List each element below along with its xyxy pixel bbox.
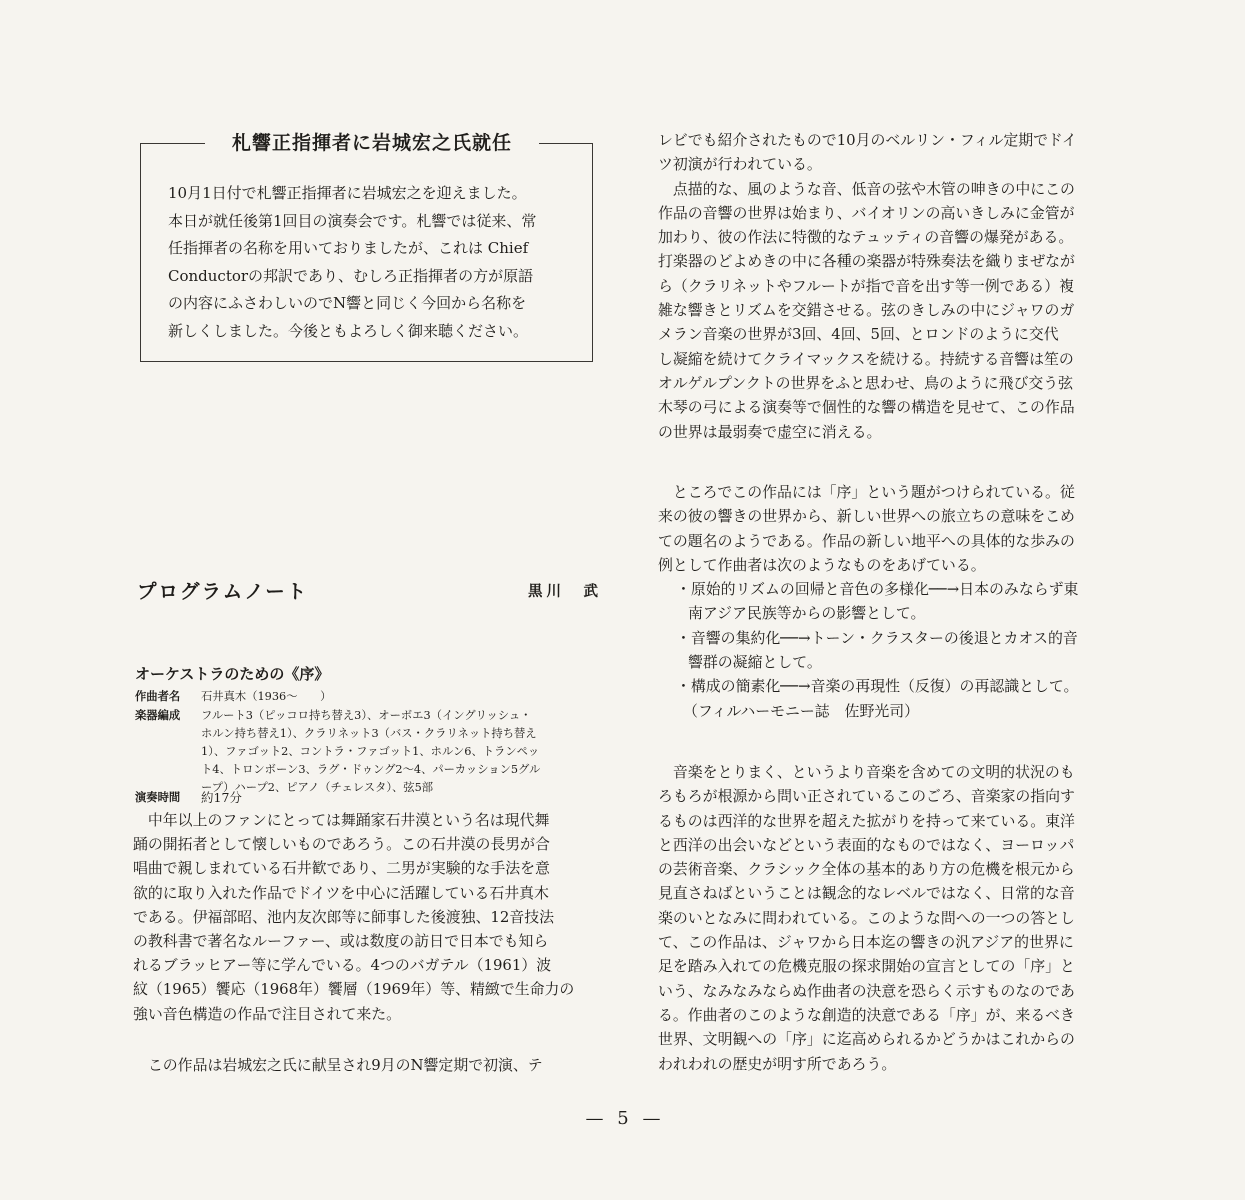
body-line: て、この作品は、ジャワから日本迄の響きの汎アジア的世界に xyxy=(658,933,1074,952)
meta-instr-line: 1）、ファゴット2、コントラ・ファゴット1、ホルン6、トランペッ xyxy=(201,745,540,758)
body-line: し凝縮を続けてクライマックスを続ける。持続する音響は笙の xyxy=(658,349,1074,368)
meta-instr-value xyxy=(201,707,601,797)
bullet-line: 南アジア民族等からの影響として。 xyxy=(688,604,926,623)
right-paragraph-2 xyxy=(658,480,1123,723)
body-line: レビでも紹介されたもので10月のベルリン・フィル定期でドイ xyxy=(658,131,1077,149)
body-line: 足を踏み入れての危機克服の探求開始の宣言としての「序」と xyxy=(658,957,1075,976)
body-line: ろもろが根源から問い正されているこのごろ、音楽家の指向す xyxy=(658,787,1075,806)
body-line: である。伊福部昭、池内友次郎等に師事した後渡独、12音技法 xyxy=(133,907,554,926)
body-line: 例として作曲者は次のようなものをあげている。 xyxy=(658,555,986,574)
meta-instr-line: フルート3（ピッコロ持ち替え3）、オーボエ3（イングリッシュ・ xyxy=(201,709,532,722)
body-line: 踊の開拓者として懐しいものであろう。この石井漠の長男が合 xyxy=(133,835,550,854)
left-tail xyxy=(133,1053,603,1077)
body-line: る。作曲者のこのような創造的決意である「序」が、来るべき xyxy=(658,1005,1075,1024)
body-line: ところでこの作品には「序」という題がつけられている。従 xyxy=(658,483,1075,501)
body-line: 楽のいとなみに問われている。このような問への一つの答とし xyxy=(658,908,1075,927)
body-line: 木琴の弓による演奏等で個性的な響の構造を見せて、この作品 xyxy=(658,398,1075,417)
body-line: ての題名のようである。作品の新しい地平への具体的な歩みの xyxy=(658,531,1075,550)
body-line: メラン音楽の世界が3回、4回、5回、とロンドのように交代 xyxy=(658,325,1059,344)
body-line: ツ初演が行われている。 xyxy=(658,155,822,174)
body-line: この作品は岩城宏之氏に献呈され9月のN響定期で初演、テ xyxy=(133,1056,543,1074)
meta-instr-line: ト4、トロンボーン3、ラグ・ドゥング2～4、パーカッション5グル xyxy=(201,763,541,776)
page-number: — 5 — xyxy=(585,1108,665,1129)
body-line: と西洋の出会いなどという表面的なものではなく、ヨーロッパ xyxy=(658,835,1075,854)
body-line: れるブラッヒアー等に学んでいる。4つのバガテル（1961）波 xyxy=(133,956,552,975)
body-line: の芸術音楽、クラシック全体の基本的あり方の危機を根元から xyxy=(658,860,1075,879)
program-note-author: 黒川 武 xyxy=(528,584,602,600)
program-note-heading: プログラムノート xyxy=(137,580,309,603)
body-line: 作品の音響の世界は始まり、バイオリンの高いきしみに金管が xyxy=(658,203,1075,222)
body-line: 強い音色構造の作品で注目されて来た。 xyxy=(133,1004,402,1023)
body-line: 打楽器のどよめきの中に各種の楽器が特殊奏法を織りまぜなが xyxy=(658,252,1075,271)
body-line: われわれの歴史が明す所であろう。 xyxy=(658,1054,897,1073)
body-line: 唱曲で親しまれている石井歓であり、二男が実験的な手法を意 xyxy=(133,859,550,878)
body-line: の世界は最弱奏で虚空に消える。 xyxy=(658,422,882,441)
meta-instr-line: ホルン持ち替え1）、クラリネット3（バス・クラリネット持ち替え xyxy=(201,727,537,740)
bullet-line: ・原始的リズムの回帰と音色の多様化──→日本のみならず東 xyxy=(676,580,1079,599)
notice-line: 任指揮者の名称を用いておりましたが、これは Chief xyxy=(168,239,529,257)
body-line: ら（クラリネットやフルートが指で音を出す等一例である）複 xyxy=(658,276,1075,295)
notice-line: の内容にふさわしいのでN響と同じく今回から名称を xyxy=(168,294,527,312)
bullet-line: ・構成の簡素化──→音楽の再現性（反復）の再認識として。 xyxy=(676,677,1079,696)
meta-composer-value: 石井真木（1936～ ） xyxy=(201,690,332,703)
notice-line: 新しくしました。今後ともよろしく御来聴ください。 xyxy=(168,321,529,340)
body-line: 紋（1965）饗応（1968年）饗層（1969年）等、精緻で生命力の xyxy=(133,980,575,999)
body-line: 来の彼の響きの世界から、新しい世界への旅立ちの意味をこめ xyxy=(658,507,1075,526)
body-line: いう、なみなみならぬ作曲者の決意を恐らく示すものなのであ xyxy=(658,981,1075,1000)
meta-duration-key: 演奏時間 xyxy=(135,791,181,804)
meta-composer-key: 作曲者名 xyxy=(135,690,181,703)
body-line: 雑な響きとリズムを交錯させる。弦のきしみの中にジャワのガ xyxy=(658,301,1075,320)
meta-instr-key: 楽器編成 xyxy=(135,709,181,722)
notice-line: 10月1日付で札響正指揮者に岩城宏之を迎えました。 xyxy=(168,184,527,202)
body-line: オルゲルプンクトの世界をふと思わせ、鳥のように飛び交う弦 xyxy=(658,373,1074,392)
right-paragraph-3 xyxy=(658,760,1123,1076)
bullet-line: 響群の凝縮として。 xyxy=(688,653,822,672)
notice-line: 本日が就任後第1回目の演奏会です。札響では従来、常 xyxy=(168,211,537,230)
body-line: 世界、文明観への「序」に迄高められるかどうかはこれからの xyxy=(658,1030,1075,1049)
body-line: 見直さねばということは観念的なレベルではなく、日常的な音 xyxy=(658,884,1075,903)
work-title: オーケストラのための《序》 xyxy=(135,665,330,683)
body-line: 点描的な、風のような音、低音の弦や木管の呻きの中にこの xyxy=(658,179,1075,198)
left-body xyxy=(133,808,603,1026)
body-line: の教科書で著名なルーファー、或は数度の訪日で日本でも知ら xyxy=(133,932,549,951)
right-paragraph-1 xyxy=(658,128,1123,444)
citation: （フィルハーモニー誌 佐野光司） xyxy=(683,701,920,720)
notice-body xyxy=(168,180,573,345)
body-line: 欲的に取り入れた作品でドイツを中心に活躍している石井真木 xyxy=(133,883,549,902)
notice-line: Conductorの邦訳であり、むしろ正指揮者の方が原語 xyxy=(168,266,534,285)
body-line: 中年以上のファンにとっては舞踊家石井漠という名は現代舞 xyxy=(133,811,550,829)
body-line: 音楽をとりまく、というより音楽を含めての文明的状況のも xyxy=(658,763,1075,781)
meta-instr-line: ープ）ハープ2、ピアノ（チェレスタ）、弦5部 xyxy=(201,781,434,794)
meta-duration-value: 約17分 xyxy=(201,790,242,805)
body-line: るものは西洋的な世界を超えた拡がりを持って来ている。東洋 xyxy=(658,811,1075,830)
notice-title: 札響正指揮者に岩城宏之氏就任 xyxy=(205,128,539,155)
body-line: 加わり、彼の作法に特徴的なテュッティの音響の爆発がある。 xyxy=(658,228,1074,247)
bullet-line: ・音響の集約化──→トーン・クラスターの後退とカオス的音 xyxy=(676,628,1078,647)
